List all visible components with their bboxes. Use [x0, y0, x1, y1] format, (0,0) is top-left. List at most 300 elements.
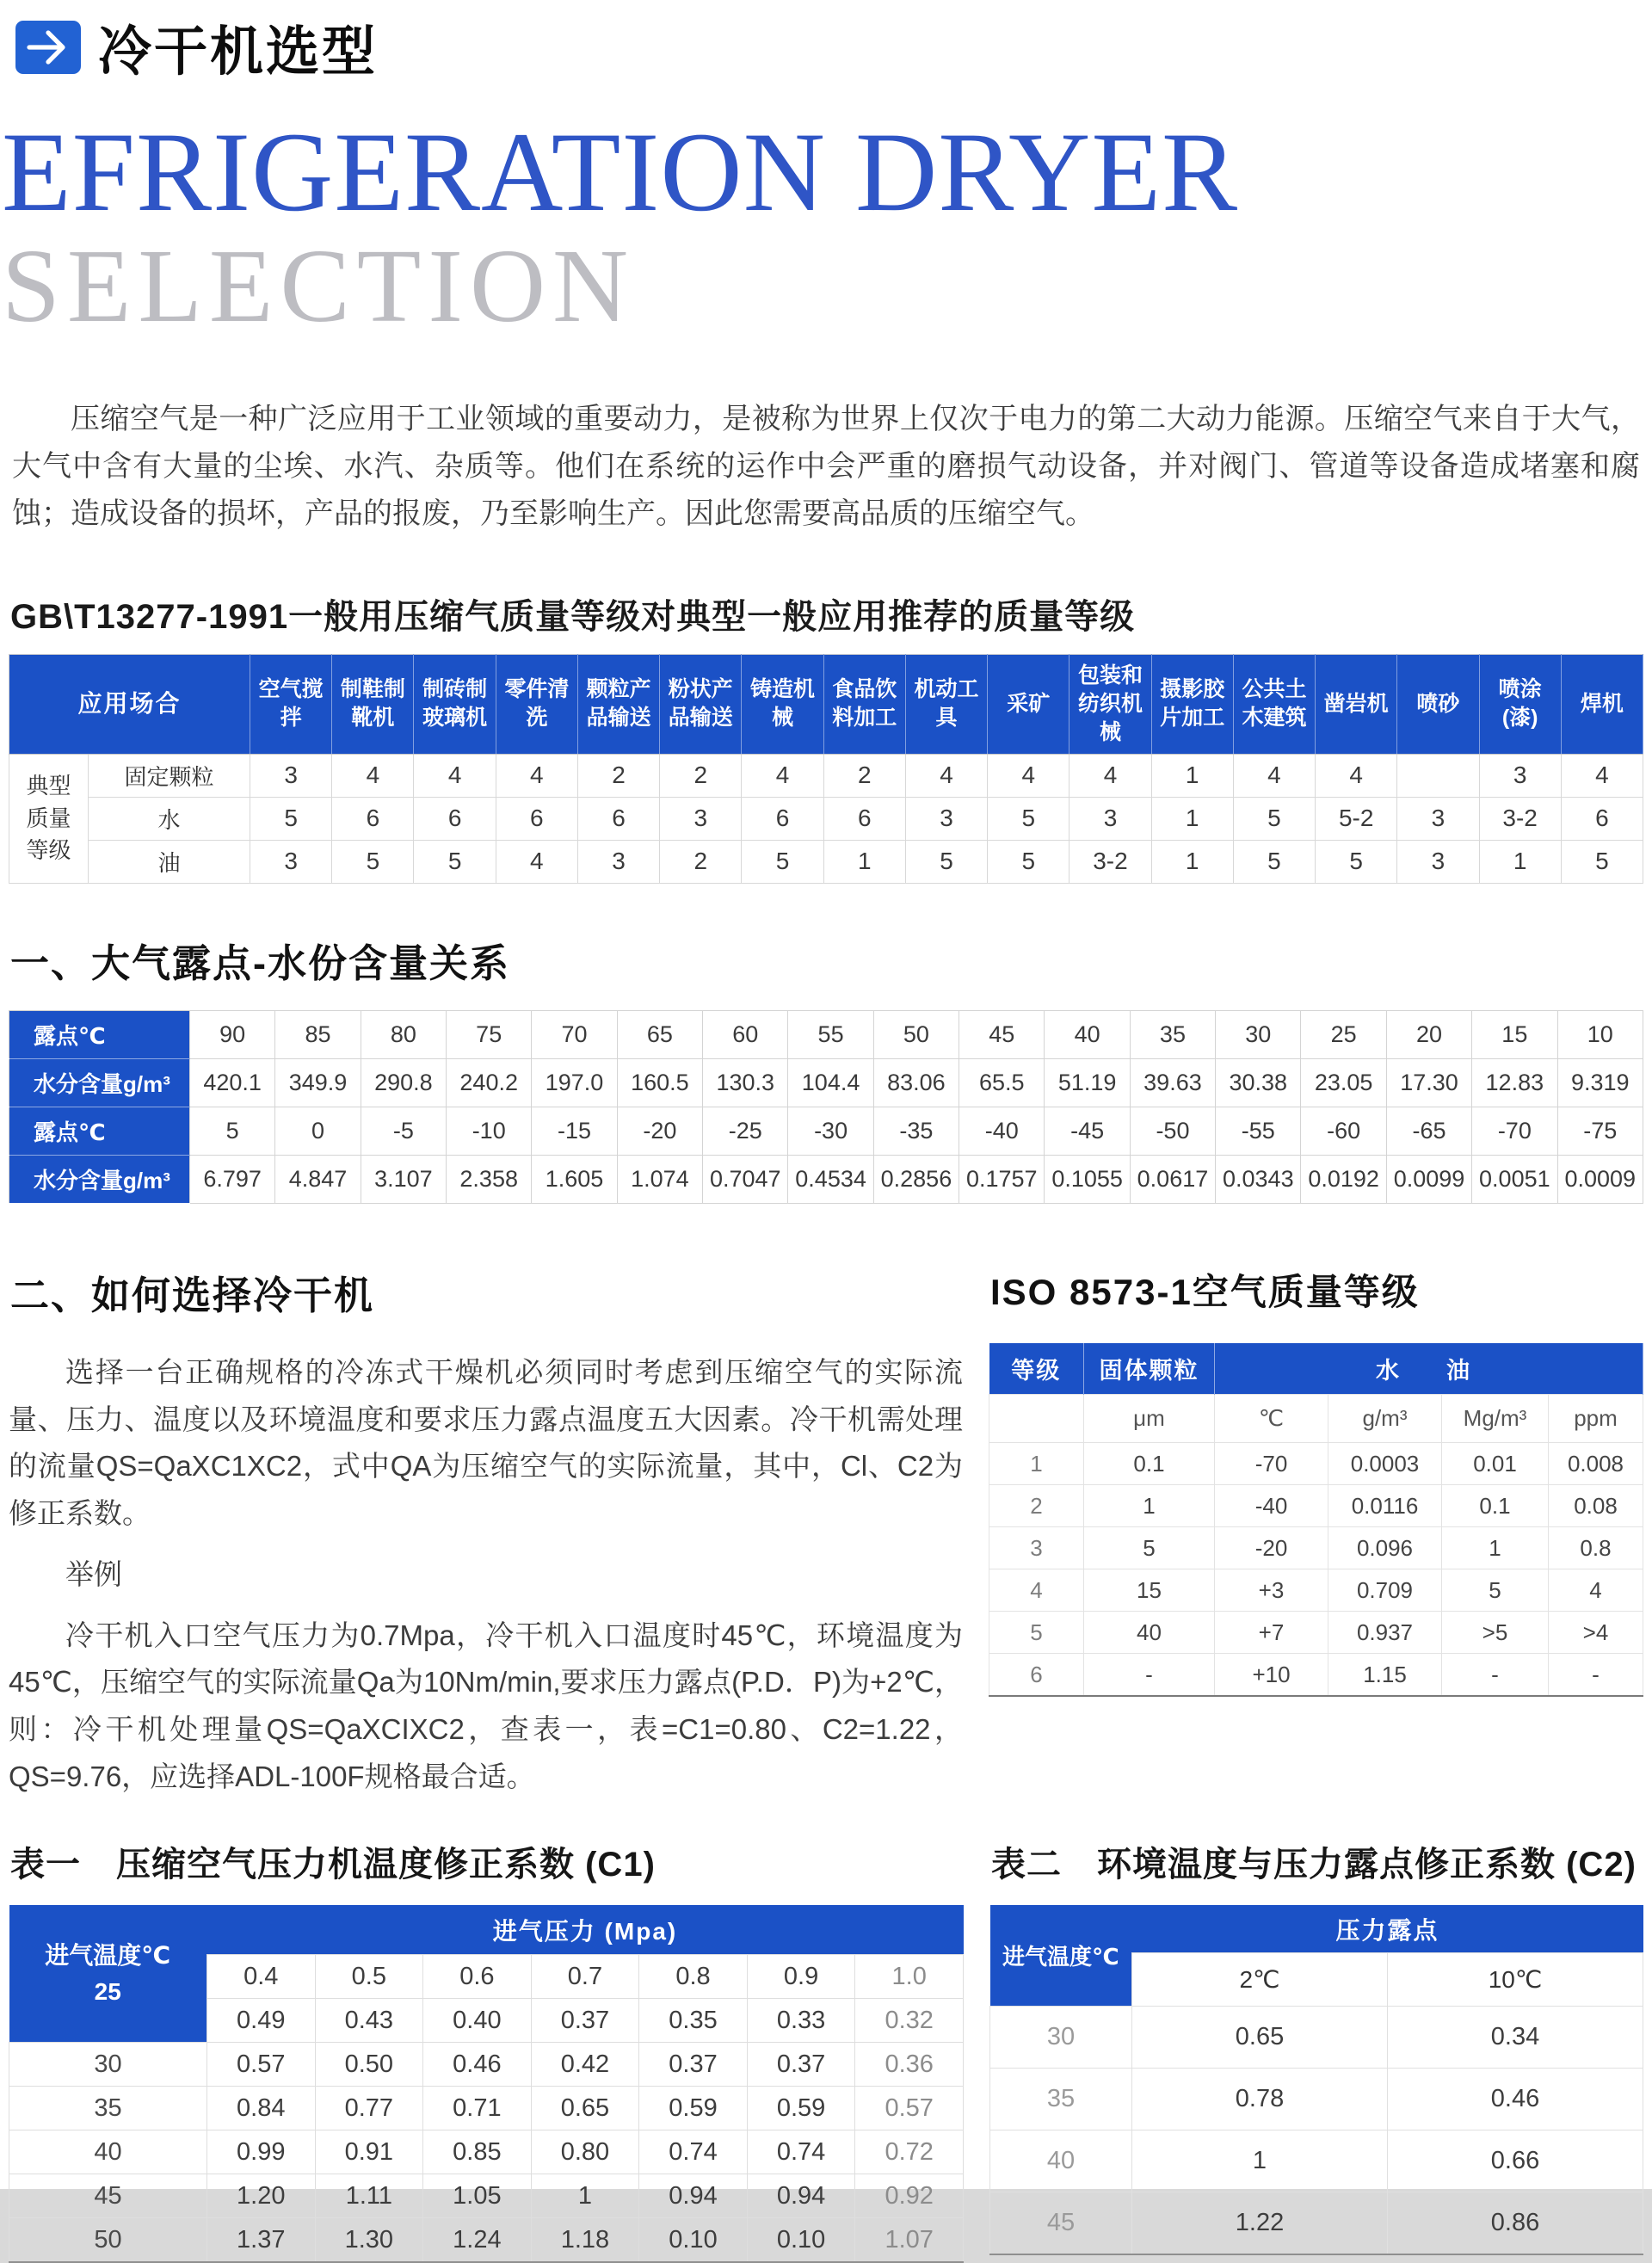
table-cell: 4 [1549, 1569, 1643, 1612]
table-cell: -75 [1557, 1107, 1643, 1155]
table-cell: -55 [1216, 1107, 1301, 1155]
table-row [990, 2192, 1643, 2254]
table-cell: 9.319 [1557, 1058, 1643, 1107]
table-cell: 15 [1084, 1569, 1215, 1612]
table-cell: 0.65 [531, 2087, 639, 2130]
grade-cell: 3 [989, 1527, 1084, 1569]
pressure-header: 0.8 [639, 1955, 748, 1999]
table-cell: 1 [1151, 840, 1233, 883]
table-cell: 6 [742, 797, 823, 840]
example-label: 举例 [65, 1557, 122, 1590]
table-header-row [989, 1343, 1643, 1395]
table-cell: -30 [788, 1107, 873, 1155]
dew-point-table [9, 1010, 1643, 1204]
table-cell: 0.37 [747, 2043, 855, 2087]
column-header: 摄影胶片加工 [1151, 654, 1233, 754]
selection-paragraph-2: 冷干机入口空气压力为0.7Mpa，冷干机入口温度时45℃，环境温度为45℃，压缩空气的实际流量Qa为10Nm/min,要求压力露点(P.D．P)为+2℃，则：冷干机处理量QS=QaXCIXC2，查表一，表=C1=0.80、C2=1.22，QS=9.76，应选择ADL-100F规格最合适。 [9, 1619, 963, 1792]
table-cell: 5 [1316, 840, 1397, 883]
table-cell: 1 [1132, 2130, 1388, 2192]
table-cell: 5 [1442, 1569, 1549, 1612]
row-label: 30 [9, 2043, 207, 2087]
table-cell: 55 [788, 1010, 873, 1058]
table-cell: 1.18 [531, 2218, 639, 2262]
table-cell: 0.46 [423, 2043, 532, 2087]
table-cell: 3.107 [361, 1155, 446, 1203]
table-row [989, 1485, 1643, 1527]
table-cell: -5 [361, 1107, 446, 1155]
table-cell: 1.20 [207, 2174, 316, 2218]
table-cell: 2 [823, 754, 905, 797]
dewpoint-header: 2℃ [1132, 1953, 1388, 2007]
column-header: 颗粒产品输送 [577, 654, 659, 754]
page-header [9, 0, 1643, 85]
table-cell: -25 [703, 1107, 788, 1155]
grade-cell: 5 [989, 1612, 1084, 1654]
table-cell: 15 [1472, 1010, 1557, 1058]
table-cell: 0.37 [639, 2043, 748, 2087]
table-row [990, 2007, 1643, 2069]
table-cell: 0 [275, 1107, 361, 1155]
table-cell: 4 [742, 754, 823, 797]
english-title-line1: EFRIGERATION DRYER [2, 108, 1239, 235]
table-cell: 5 [1561, 840, 1643, 883]
table-cell: 3 [1397, 840, 1479, 883]
pressure-header: 0.7 [531, 1955, 639, 1999]
table-cell: - [1549, 1654, 1643, 1696]
table-cell: 0.08 [1549, 1485, 1643, 1527]
arrow-icon [15, 21, 81, 74]
table-cell: 0.50 [315, 2043, 423, 2087]
table-cell: 4 [496, 754, 577, 797]
table-cell: 2 [577, 754, 659, 797]
table-cell: 0.74 [747, 2130, 855, 2174]
column-header: 制砖制玻璃机 [414, 654, 496, 754]
table-cell: 20 [1386, 1010, 1471, 1058]
c2-table-title: 表二 环境温度与压力露点修正系数 (C2) [991, 1845, 1637, 1884]
table-cell: 80 [361, 1010, 446, 1058]
table-cell: 1 [1151, 797, 1233, 840]
table-row [989, 1654, 1643, 1696]
solid-particle-header-cell: 固体颗粒 [1084, 1343, 1215, 1395]
table-row [9, 797, 1643, 840]
table-cell: 2 [660, 840, 742, 883]
table-cell: 1.074 [617, 1155, 702, 1203]
grade-cell: 6 [989, 1654, 1084, 1696]
table-cell: 6 [823, 797, 905, 840]
table-cell: 0.10 [747, 2218, 855, 2262]
table-cell: 5 [332, 840, 414, 883]
table-cell: 6 [414, 797, 496, 840]
table-cell: >5 [1442, 1612, 1549, 1654]
table-cell: 0.1757 [959, 1155, 1045, 1203]
corner-header-cell: 进气温度℃ [990, 1905, 1132, 2007]
table-cell: 4 [988, 754, 1069, 797]
column-header: 喷涂(漆) [1479, 654, 1561, 754]
table-row [989, 1527, 1643, 1569]
table-cell: 1 [1479, 840, 1561, 883]
table-cell: 3 [660, 797, 742, 840]
table-cell: 0.78 [1132, 2069, 1388, 2130]
corner-value: 25 [94, 1977, 121, 2005]
unit-header: ℃ [1215, 1395, 1328, 1443]
column-header: 粉状产品输送 [660, 654, 742, 754]
table-cell: 1.11 [315, 2174, 423, 2218]
iso-quality-table [989, 1343, 1643, 1697]
table-cell: 4 [1233, 754, 1315, 797]
unit-header: ppm [1549, 1395, 1643, 1443]
table-cell: - [1084, 1654, 1215, 1696]
iso-column [989, 1264, 1643, 1801]
table-cell: 3 [250, 840, 332, 883]
table-cell: 40 [1045, 1010, 1130, 1058]
table-cell: 6 [1561, 797, 1643, 840]
table-cell: 4 [332, 754, 414, 797]
table-cell: 130.3 [703, 1058, 788, 1107]
table-cell: 3 [250, 754, 332, 797]
c1-column [9, 1837, 964, 2263]
row-label: 45 [990, 2192, 1132, 2254]
english-title [2, 108, 1643, 344]
table-cell: 0.33 [747, 1999, 855, 2043]
table-cell: 1 [531, 2174, 639, 2218]
table-cell: 1.22 [1132, 2192, 1388, 2254]
table-cell: 0.709 [1328, 1569, 1442, 1612]
table-cell: 0.2856 [873, 1155, 959, 1203]
table-cell: 197.0 [532, 1058, 617, 1107]
column-header: 食品饮料加工 [823, 654, 905, 754]
table-cell: +7 [1215, 1612, 1328, 1654]
table-cell: 10 [1557, 1010, 1643, 1058]
row-label: 45 [9, 2174, 207, 2218]
table-cell: 5 [414, 840, 496, 883]
table-cell: 3-2 [1069, 840, 1151, 883]
table-cell: 50 [873, 1010, 959, 1058]
table-cell: 0.34 [1388, 2007, 1643, 2069]
table-cell: -20 [617, 1107, 702, 1155]
table-cell: 0.57 [855, 2087, 964, 2130]
table-cell: 12.83 [1472, 1058, 1557, 1107]
table-cell: 51.19 [1045, 1058, 1130, 1107]
table-cell: 0.99 [207, 2130, 316, 2174]
table-cell: 3-2 [1479, 797, 1561, 840]
empty-cell [989, 1395, 1084, 1443]
table-row [989, 1569, 1643, 1612]
table-cell: -45 [1045, 1107, 1130, 1155]
table-cell: 0.008 [1549, 1443, 1643, 1485]
table-cell: 0.1055 [1045, 1155, 1130, 1203]
row-label: 40 [990, 2130, 1132, 2192]
row-label: 35 [9, 2087, 207, 2130]
table-cell: 0.10 [639, 2218, 748, 2262]
table-cell: 0.36 [855, 2043, 964, 2087]
table-cell: 17.30 [1386, 1058, 1471, 1107]
table-cell: 0.01 [1442, 1443, 1549, 1485]
table-cell: -60 [1301, 1107, 1386, 1155]
table-cell: 0.1 [1442, 1485, 1549, 1527]
table-cell: 39.63 [1130, 1058, 1215, 1107]
table-cell: 0.49 [207, 1999, 316, 2043]
grade-cell: 4 [989, 1569, 1084, 1612]
page-title: 冷干机选型 [98, 22, 379, 82]
table-cell: 0.0116 [1328, 1485, 1442, 1527]
table-cell: 0.0192 [1301, 1155, 1386, 1203]
pressure-header: 0.5 [315, 1955, 423, 1999]
unit-header: g/m³ [1328, 1395, 1442, 1443]
table-cell: 6 [496, 797, 577, 840]
column-header: 铸造机械 [742, 654, 823, 754]
table-row [990, 2130, 1643, 2192]
table-cell: 6 [332, 797, 414, 840]
table-header-row [990, 1905, 1643, 1953]
column-header: 包装和纺织机械 [1069, 654, 1151, 754]
row-label: 油 [89, 840, 250, 883]
unit-header: μm [1084, 1395, 1215, 1443]
table-cell: 420.1 [190, 1058, 275, 1107]
table-cell: 0.35 [639, 1999, 748, 2043]
table-cell: 5 [190, 1107, 275, 1155]
corner-header-cell [9, 1905, 207, 2043]
table-cell: 4 [1316, 754, 1397, 797]
row-label: 露点℃ [9, 1010, 190, 1058]
table-cell: 1 [823, 840, 905, 883]
table-cell: 0.86 [1388, 2192, 1643, 2254]
table-cell: 0.0003 [1328, 1443, 1442, 1485]
units-row [989, 1395, 1643, 1443]
table-cell: 45 [959, 1010, 1045, 1058]
table-cell: 0.77 [315, 2087, 423, 2130]
table-cell: 0.71 [423, 2087, 532, 2130]
table-cell: 3 [1397, 797, 1479, 840]
table-cell: +10 [1215, 1654, 1328, 1696]
table-cell: 3 [1479, 754, 1561, 797]
table-cell: -70 [1215, 1443, 1328, 1485]
table-cell: 0.0099 [1386, 1155, 1471, 1203]
row-label: 固定颗粒 [89, 754, 250, 797]
table-row [9, 1058, 1643, 1107]
grade-cell: 2 [989, 1485, 1084, 1527]
row-label: 水分含量g/m³ [9, 1058, 190, 1107]
table-cell: 6.797 [190, 1155, 275, 1203]
row-label: 50 [9, 2218, 207, 2262]
column-header: 凿岩机 [1316, 654, 1397, 754]
table-cell: 0.1 [1084, 1443, 1215, 1485]
table-cell: 1.05 [423, 2174, 532, 2218]
row-label: 35 [990, 2069, 1132, 2130]
row-label: 水 [89, 797, 250, 840]
table-cell: 75 [447, 1010, 532, 1058]
pressure-header: 1.0 [855, 1955, 964, 1999]
table-row [989, 1612, 1643, 1654]
table-cell: 0.65 [1132, 2007, 1388, 2069]
table-cell: 0.40 [423, 1999, 532, 2043]
pressure-header: 0.6 [423, 1955, 532, 1999]
column-header: 空气搅拌 [250, 654, 332, 754]
table-cell: 0.8 [1549, 1527, 1643, 1569]
pressure-header: 0.9 [747, 1955, 855, 1999]
table-cell: 6 [577, 797, 659, 840]
table-cell: 0.66 [1388, 2130, 1643, 2192]
column-header: 零件清洗 [496, 654, 577, 754]
table-cell: 104.4 [788, 1058, 873, 1107]
table-cell: -40 [959, 1107, 1045, 1155]
table-cell: 0.937 [1328, 1612, 1442, 1654]
table-cell: 5-2 [1316, 797, 1397, 840]
c2-column [989, 1837, 1643, 2263]
table-row [9, 1010, 1643, 1058]
table-cell: 5 [905, 840, 987, 883]
table-cell: 0.4534 [788, 1155, 873, 1203]
table-cell: 0.0343 [1216, 1155, 1301, 1203]
table-row [9, 840, 1643, 883]
table-row [9, 1155, 1643, 1203]
table-cell: -20 [1215, 1527, 1328, 1569]
table-cell: 0.32 [855, 1999, 964, 2043]
table-cell: 0.85 [423, 2130, 532, 2174]
table-cell: 35 [1130, 1010, 1215, 1058]
dewpoint-span-header: 压力露点 [1132, 1905, 1643, 1953]
table-cell: 0.7047 [703, 1155, 788, 1203]
table-cell: 0.46 [1388, 2069, 1643, 2130]
table-cell: 4 [1561, 754, 1643, 797]
gb-table-title: GB\T13277-1991一般用压缩气质量等级对典型一般应用推荐的质量等级 [10, 597, 1136, 636]
table-cell: 85 [275, 1010, 361, 1058]
table-cell: 4.847 [275, 1155, 361, 1203]
table-row [9, 754, 1643, 797]
table-cell: 23.05 [1301, 1058, 1386, 1107]
table-cell: 40 [1084, 1612, 1215, 1654]
table-cell: 1.37 [207, 2218, 316, 2262]
corner-header-cell: 应用场合 [9, 654, 250, 754]
c2-correction-table [989, 1905, 1643, 2255]
table-cell: 2.358 [447, 1155, 532, 1203]
table-cell: 0.92 [855, 2174, 964, 2218]
table-cell: +3 [1215, 1569, 1328, 1612]
table-cell: 30 [1216, 1010, 1301, 1058]
table-cell: 0.37 [531, 1999, 639, 2043]
table-cell: 0.43 [315, 1999, 423, 2043]
dewpoint-header: 10℃ [1388, 1953, 1643, 2007]
table-cell: 5 [988, 797, 1069, 840]
column-header: 公共土木建筑 [1233, 654, 1315, 754]
table-cell: 0.57 [207, 2043, 316, 2087]
table-cell: 349.9 [275, 1058, 361, 1107]
table-cell: 0.91 [315, 2130, 423, 2174]
row-group-label: 典型质量等级 [9, 754, 89, 883]
table-cell: 90 [190, 1010, 275, 1058]
table-cell: 4 [496, 840, 577, 883]
bottom-columns [9, 1837, 1643, 2263]
table-cell: 5 [1233, 797, 1315, 840]
c1-table-title: 表一 压缩空气压力机温度修正系数 (C1) [10, 1845, 656, 1884]
middle-columns [9, 1264, 1643, 1801]
table-row [9, 2174, 964, 2218]
table-cell: 1.07 [855, 2218, 964, 2262]
table-cell: 3 [1069, 797, 1151, 840]
table-cell: 0.94 [639, 2174, 748, 2218]
table-cell: 65.5 [959, 1058, 1045, 1107]
corner-label: 进气温度℃ [45, 1941, 171, 1969]
table-row [9, 2130, 964, 2174]
table-cell: 0.59 [639, 2087, 748, 2130]
table-cell: 0.0009 [1557, 1155, 1643, 1203]
table-row [990, 2069, 1643, 2130]
table-cell: 70 [532, 1010, 617, 1058]
table-row [9, 2043, 964, 2087]
table-cell: 65 [617, 1010, 702, 1058]
column-header: 喷砂 [1397, 654, 1479, 754]
column-header: 焊机 [1561, 654, 1643, 754]
selection-text-column [9, 1264, 963, 1801]
grade-header-cell: 等级 [989, 1343, 1084, 1395]
table-cell: - [1442, 1654, 1549, 1696]
table-cell [1397, 754, 1479, 797]
table-cell: -50 [1130, 1107, 1215, 1155]
table-cell: 240.2 [447, 1058, 532, 1107]
table-cell: 5 [250, 797, 332, 840]
table-cell: >4 [1549, 1612, 1643, 1654]
intro-paragraph: 压缩空气是一种广泛应用于工业领域的重要动力，是被称为世界上仅次于电力的第二大动力能源。压缩空气来自于大气，大气中含有大量的尘埃、水汽、杂质等。他们在系统的运作中会严重的磨损气动设备，并对阀门、管道等设备造成堵塞和腐蚀；造成设备的损坏，产品的报废，乃至影响生产。因此您需要高品质的压缩空气。 [12, 402, 1640, 530]
table-cell: -40 [1215, 1485, 1328, 1527]
table-header-row [9, 1905, 964, 1955]
section2-heading: 二、如何选择冷干机 [10, 1273, 375, 1317]
pressure-header: 0.4 [207, 1955, 316, 1999]
table-cell: 60 [703, 1010, 788, 1058]
section1-heading: 一、大气露点-水份含量关系 [10, 940, 510, 985]
column-header: 采矿 [988, 654, 1069, 754]
iso-table-title: ISO 8573-1空气质量等级 [990, 1271, 1420, 1312]
row-label: 水分含量g/m³ [9, 1155, 190, 1203]
c1-correction-table [9, 1905, 964, 2263]
row-label: 露点℃ [9, 1107, 190, 1155]
table-cell: -70 [1472, 1107, 1557, 1155]
table-cell: 0.0051 [1472, 1155, 1557, 1203]
table-cell: 1 [1151, 754, 1233, 797]
table-cell: -10 [447, 1107, 532, 1155]
gb-quality-table [9, 654, 1643, 884]
table-cell: 5 [988, 840, 1069, 883]
table-cell: 4 [414, 754, 496, 797]
column-header: 机动工具 [905, 654, 987, 754]
grade-cell: 1 [989, 1443, 1084, 1485]
table-cell: 0.42 [531, 2043, 639, 2087]
table-cell: 1.24 [423, 2218, 532, 2262]
table-cell: 0.0617 [1130, 1155, 1215, 1203]
pressure-span-header: 进气压力 (Mpa) [207, 1905, 964, 1955]
selection-paragraph-1: 选择一台正确规格的冷冻式干燥机必须同时考虑到压缩空气的实际流量、压力、温度以及环境温度和要求压力露点温度五大因素。冷干机需处理的流量QS=QaXC1XC2，式中QA为压缩空气的实际流量，其中，Cl、C2为修正系数。 [9, 1355, 963, 1530]
row-label: 30 [990, 2007, 1132, 2069]
table-cell: 4 [1069, 754, 1151, 797]
row-label: 40 [9, 2130, 207, 2174]
table-cell: 0.59 [747, 2087, 855, 2130]
table-cell: 1 [1084, 1485, 1215, 1527]
table-cell: 5 [1084, 1527, 1215, 1569]
table-row [9, 2218, 964, 2262]
table-cell: 1 [1442, 1527, 1549, 1569]
table-cell: -65 [1386, 1107, 1471, 1155]
table-cell: 3 [905, 797, 987, 840]
table-cell: 0.096 [1328, 1527, 1442, 1569]
table-cell: 2 [660, 754, 742, 797]
table-cell: 1.30 [315, 2218, 423, 2262]
arrow-right-glyph [26, 28, 71, 66]
table-cell: 83.06 [873, 1058, 959, 1107]
table-cell: -35 [873, 1107, 959, 1155]
table-cell: 1.605 [532, 1155, 617, 1203]
table-cell: 0.80 [531, 2130, 639, 2174]
english-title-line2: SELECTION [2, 227, 636, 344]
water-oil-header-cell: 水 油 [1215, 1343, 1643, 1395]
table-header-row [9, 654, 1643, 754]
